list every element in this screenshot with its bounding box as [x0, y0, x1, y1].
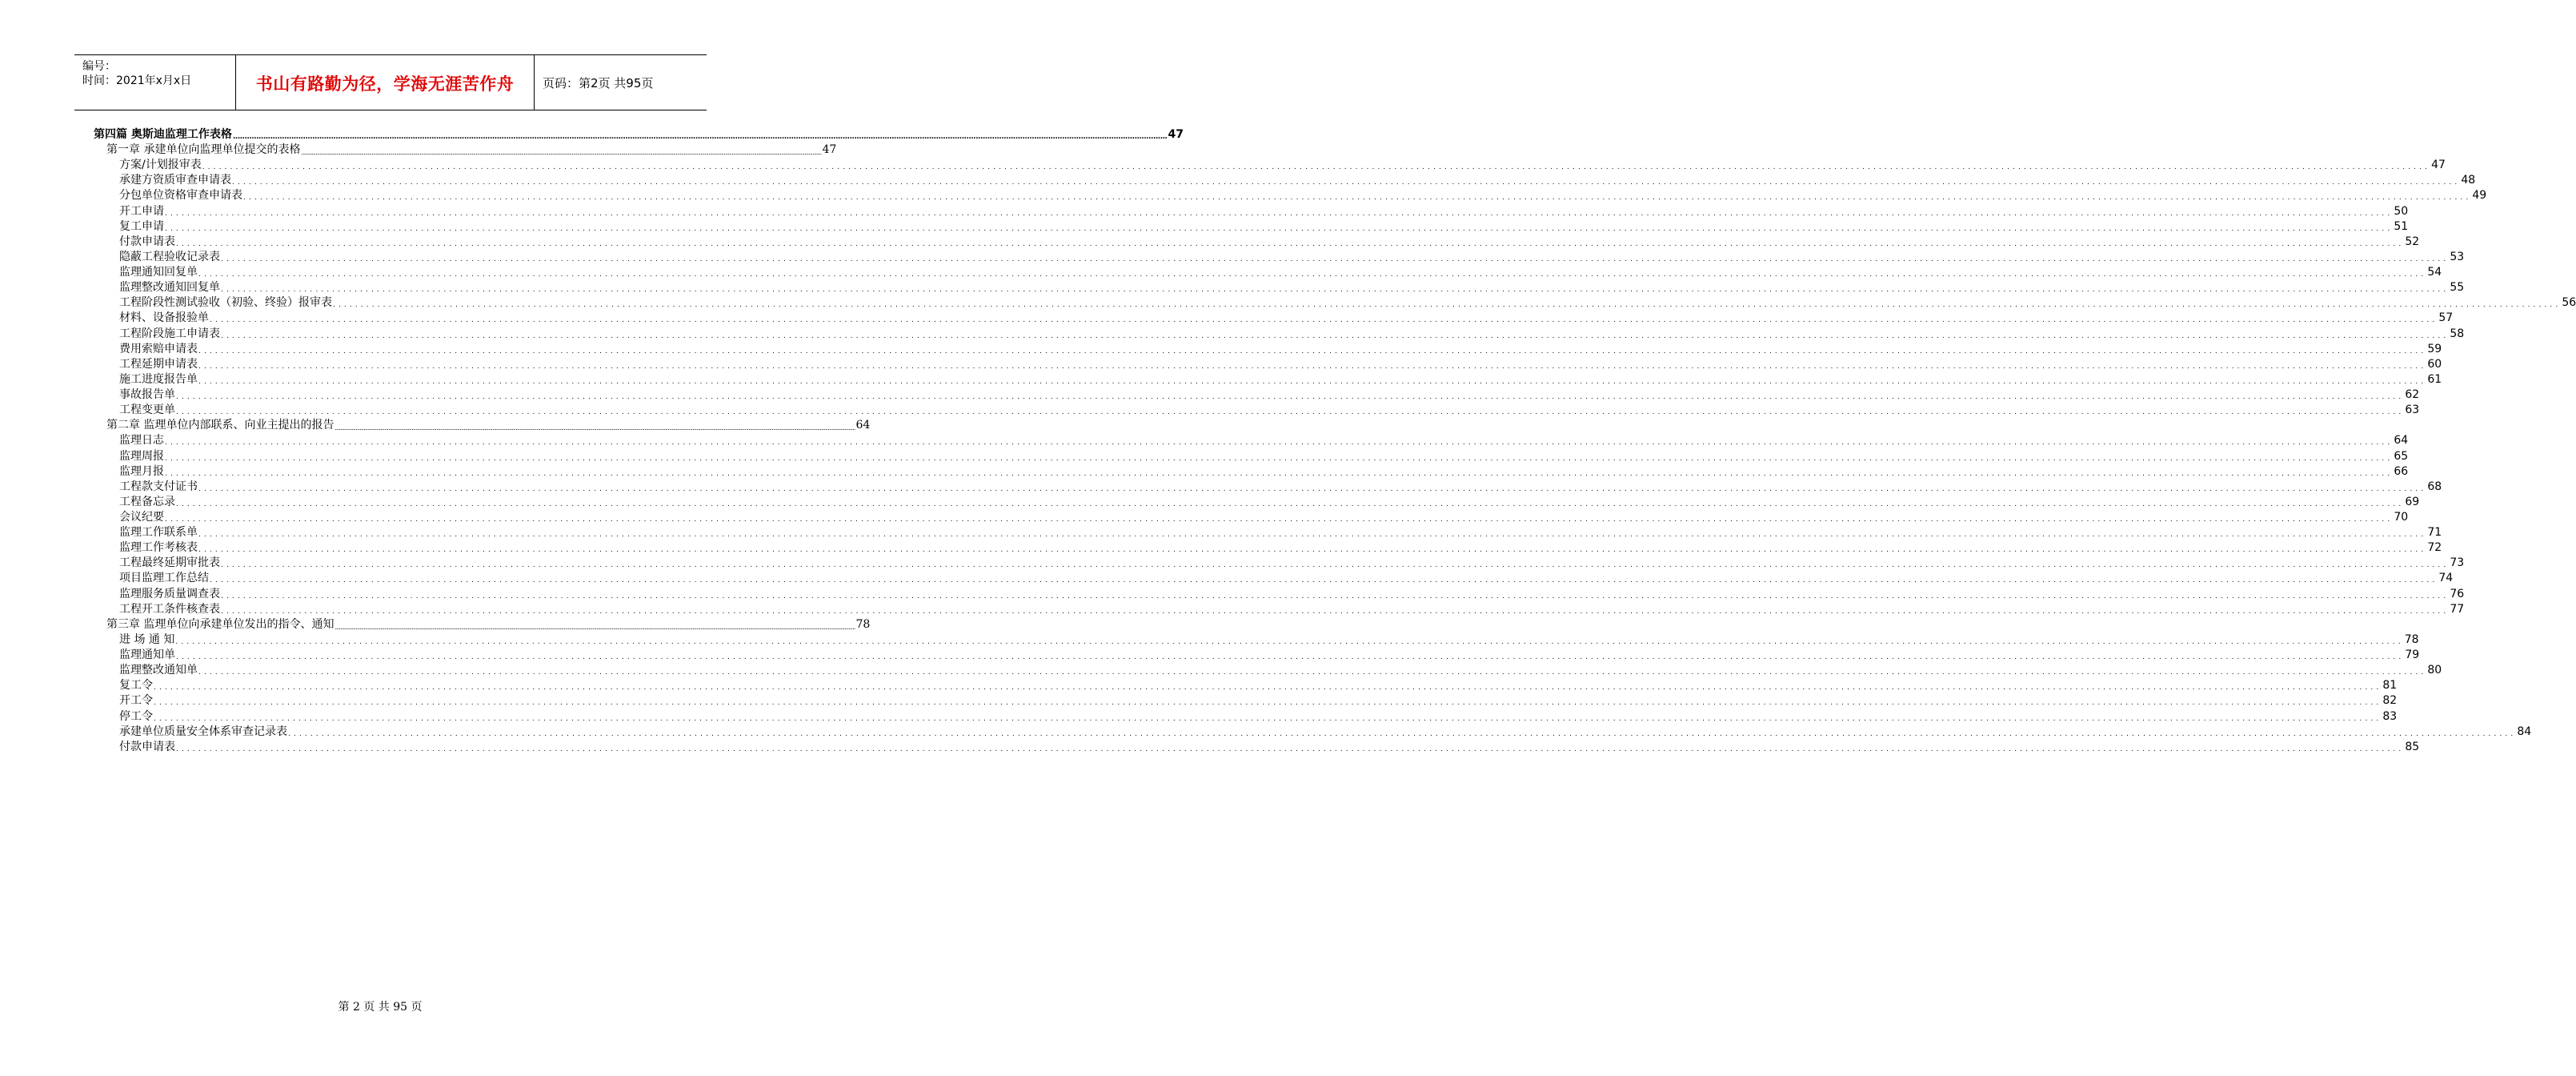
toc-dot-leader: ................................................................................................................................................................................................................................................................................................................................................................................................................ [154, 714, 2382, 723]
toc-entry-title: 进 场 通 知 [119, 632, 175, 646]
toc-dot-leader: ................................................................................................................................................................................................................................................................................................................................................................................................................ [198, 546, 2427, 555]
toc-entry-page-number: 47 [1168, 128, 1184, 141]
toc-entry-item[interactable] [119, 632, 2419, 647]
toc-dot-leader: ................................................................................................................................................................................................................................................................................................................................................................................................................ [210, 316, 2438, 325]
toc-dot-leader: ................................................................................................................................................................................................................................................................................................................................................................................................................ [198, 531, 2427, 540]
toc-entry-item[interactable] [119, 709, 2398, 724]
toc-entry-item[interactable] [119, 740, 2420, 754]
toc-entry-page-number: 71 [2427, 526, 2442, 540]
toc-dot-leader: ................................................................................................................................................................................................................................................................................................................................................................................................................ [198, 377, 2427, 386]
toc-dot-leader: ................................................................................................................................................................................................................................................................................................................................................................................................................ [176, 745, 2405, 753]
toc-dot-leader: ................................................................................................................................................................................................................................................................................................................................................................................................................ [202, 163, 2431, 172]
toc-entry-title: 开工申请 [119, 204, 164, 218]
toc-entry-page-number: 69 [2405, 495, 2420, 508]
document-number-label: 编号： [82, 60, 116, 73]
toc-entry-page-number: 49 [2472, 189, 2487, 203]
toc-entry-title: 监理日志 [119, 434, 164, 448]
toc-entry-title: 隐蔽工程验收记录表 [119, 250, 220, 263]
toc-entry-item[interactable] [119, 510, 2409, 524]
toc-entry-item[interactable] [119, 693, 2398, 708]
toc-entry-part[interactable] [94, 127, 1184, 142]
toc-entry-item[interactable] [119, 188, 2487, 203]
document-time-label: 时间：2021年x月x日 [82, 74, 192, 87]
toc-entry-title: 监理工作考核表 [119, 541, 198, 555]
toc-dot-leader: ................................................................................................................................................................................................................................................................................................................................................................................................................ [243, 194, 2472, 203]
toc-entry-title: 材料、设备报验单 [119, 311, 209, 325]
toc-entry-title: 监理整改通知单 [119, 664, 198, 677]
toc-dot-leader: ................................................................................................................................................................................................................................................................................................................................................................................................................ [198, 362, 2427, 371]
toc-entry-page-number: 57 [2438, 311, 2454, 325]
toc-dot-leader: ................................................................................................................................................................................................................................................................................................................................................................................................................ [176, 408, 2405, 417]
toc-entry-item[interactable] [119, 173, 2476, 187]
toc-entry-title: 监理周报 [119, 449, 164, 463]
toc-entry-item[interactable] [119, 433, 2409, 448]
toc-dot-leader: ................................................................................................................................................................................................................................................................................................................................................................................................................ [176, 393, 2405, 402]
toc-dot-leader: ................................................................................................................................................................................................................................................................................................................................................................................................................ [165, 516, 2394, 524]
toc-entry-item[interactable] [119, 219, 2409, 234]
toc-dot-leader: ................................................................................................................................................................................................................................................................................................................................................................................................................ [198, 271, 2427, 279]
toc-entry-title: 会议纪要 [119, 511, 164, 524]
toc-entry-item[interactable] [119, 235, 2420, 249]
toc-entry-page-number: 61 [2427, 372, 2442, 386]
toc-entry-page-number: 64 [2394, 434, 2409, 448]
toc-entry-item[interactable] [119, 525, 2442, 540]
toc-dot-leader: ................................................................................................................................................................................................................................................................................................................................................................................................................ [221, 331, 2450, 340]
toc-entry-page-number: 84 [2517, 725, 2532, 738]
toc-entry-page-number: 68 [2427, 480, 2442, 493]
toc-entry-title: 分包单位资格审查申请表 [119, 189, 242, 203]
toc-entry-page-number: 81 [2382, 679, 2398, 693]
toc-entry-item[interactable] [119, 678, 2398, 693]
toc-entry-chapter[interactable] [106, 418, 871, 432]
toc-entry-page-number: 53 [2450, 250, 2465, 263]
toc-dot-leader: ................................................................................................................................................................................................................................................................................................................................................................................................................ [176, 653, 2405, 662]
toc-entry-title: 监理通知回复单 [119, 266, 198, 279]
toc-dot-leader: ................................................................................................................................................................................................................................................................................................................................................................................................................ [198, 484, 2427, 493]
toc-entry-page-number: 64 [855, 419, 871, 432]
toc-entry-item[interactable] [119, 449, 2409, 464]
toc-entry-item[interactable] [119, 495, 2420, 509]
toc-dot-leader: ................................................................................................................................................................................................................................................................................................................................................................................................................ [198, 347, 2427, 355]
toc-entry-title: 工程变更单 [119, 404, 175, 417]
toc-entry-page-number: 47 [822, 143, 837, 157]
toc-entry-page-number: 51 [2394, 219, 2409, 233]
toc-dot-leader: ................................................................................................................................................................................................................................................................................................................................................................................................................ [221, 592, 2450, 600]
header-motto: 书山有路勤为径，学海无涯苦作舟 [255, 74, 515, 94]
toc-dot-leader: ................................................................................................................................................................................................................................................................................................................................................................................................................ [288, 729, 2517, 738]
toc-entry-page-number: 63 [2405, 404, 2420, 417]
toc-entry-page-number: 55 [2450, 281, 2465, 295]
toc-entry-page-number: 56 [2562, 296, 2576, 310]
toc-entry-title: 承建单位质量安全体系审查记录表 [119, 725, 287, 738]
toc-entry-title: 第二章 监理单位内部联系、向业主提出的报告 [106, 419, 335, 432]
toc-entry-page-number: 48 [2461, 174, 2476, 187]
toc-entry-title: 复工申请 [119, 219, 164, 233]
toc-entry-item[interactable] [119, 342, 2442, 356]
toc-entry-item[interactable] [119, 464, 2409, 479]
toc-entry-page-number: 85 [2405, 740, 2420, 753]
toc-entry-item[interactable] [119, 158, 2446, 172]
toc-dot-leader: ................................................................................................................................................................................................................................................................................................................................................................................................................ [210, 576, 2438, 585]
toc-entry-page-number: 50 [2394, 204, 2409, 218]
toc-entry-title: 项目监理工作总结 [119, 572, 209, 585]
toc-entry-page-number: 83 [2382, 709, 2398, 723]
toc-entry-page-number: 72 [2427, 541, 2442, 555]
toc-entry-title: 监理通知单 [119, 648, 175, 662]
toc-entry-page-number: 73 [2450, 556, 2465, 570]
toc-entry-chapter[interactable] [106, 143, 837, 157]
toc-entry-title: 工程最终延期审批表 [119, 556, 220, 570]
page-footer: 第 2 页 共 95 页 [338, 1001, 423, 1014]
toc-entry-title: 第三章 监理单位向承建单位发出的指令、通知 [106, 617, 335, 631]
toc-entry-title: 开工令 [119, 694, 153, 708]
toc-entry-page-number: 74 [2438, 572, 2454, 585]
toc-entry-item[interactable] [119, 250, 2465, 264]
toc-entry-title: 付款申请表 [119, 235, 175, 248]
toc-entry-title: 方案/计划报审表 [119, 159, 202, 172]
toc-entry-page-number: 66 [2394, 464, 2409, 478]
toc-entry-item[interactable] [119, 556, 2465, 570]
toc-dot-leader: ................................................................................................................................................................................................................................................................................................................................................................................................................ [165, 469, 2394, 478]
toc-entry-item[interactable] [119, 372, 2442, 387]
toc-entry-item[interactable] [119, 403, 2420, 417]
toc-dot-leader: ................................................................................................................................................................................................................................................................................................................................................................................................................ [335, 624, 855, 631]
toc-entry-item[interactable] [119, 571, 2454, 585]
toc-dot-leader: ................................................................................................................................................................................................................................................................................................................................................................................................................ [165, 224, 2394, 233]
toc-dot-leader: ................................................................................................................................................................................................................................................................................................................................................................................................................ [198, 668, 2427, 677]
toc-entry-title: 复工令 [119, 679, 153, 693]
header-page-info: 页码：第2页 共95页 [543, 76, 654, 90]
toc-entry-page-number: 78 [2404, 632, 2419, 646]
toc-entry-page-number: 78 [855, 617, 871, 631]
toc-dot-leader: ................................................................................................................................................................................................................................................................................................................................................................................................................ [335, 425, 855, 432]
toc-entry-item[interactable] [119, 204, 2409, 219]
toc-entry-item[interactable] [119, 280, 2465, 295]
toc-entry-title: 监理工作联系单 [119, 526, 198, 540]
toc-dot-leader: ................................................................................................................................................................................................................................................................................................................................................................................................................ [232, 179, 2461, 187]
toc-dot-leader: ................................................................................................................................................................................................................................................................................................................................................................................................................ [301, 150, 822, 157]
toc-dot-leader: ................................................................................................................................................................................................................................................................................................................................................................................................................ [154, 684, 2382, 693]
toc-entry-page-number: 70 [2394, 511, 2409, 524]
toc-entry-page-number: 52 [2405, 235, 2420, 248]
toc-entry-title: 停工令 [119, 709, 153, 723]
toc-entry-title: 工程款支付证书 [119, 480, 198, 493]
toc-entry-chapter[interactable] [106, 617, 871, 632]
toc-dot-leader: ................................................................................................................................................................................................................................................................................................................................................................................................................ [221, 561, 2450, 570]
toc-entry-item[interactable] [119, 663, 2442, 677]
toc-entry-title: 第四篇 奥斯迪监理工作表格 [94, 128, 232, 141]
toc-entry-title: 承建方资质审查申请表 [119, 174, 231, 187]
toc-entry-item[interactable] [119, 265, 2442, 279]
toc-entry-page-number: 76 [2450, 587, 2465, 600]
toc-entry-title: 工程阶段施工申请表 [119, 327, 220, 340]
toc-entry-page-number: 79 [2405, 648, 2420, 662]
toc-entry-title: 施工进度报告单 [119, 372, 198, 386]
toc-dot-leader: ................................................................................................................................................................................................................................................................................................................................................................................................................ [154, 699, 2382, 708]
toc-dot-leader: ................................................................................................................................................................................................................................................................................................................................................................................................................ [175, 637, 2404, 646]
toc-entry-item[interactable] [119, 387, 2420, 402]
toc-entry-item[interactable] [119, 602, 2465, 616]
toc-entry-title: 工程开工条件核查表 [119, 602, 220, 616]
toc-entry-page-number: 82 [2382, 694, 2398, 708]
toc-dot-leader: ................................................................................................................................................................................................................................................................................................................................................................................................................ [221, 607, 2450, 616]
toc-entry-page-number: 47 [2431, 159, 2446, 172]
toc-entry-title: 监理月报 [119, 464, 164, 478]
toc-entry-item[interactable] [119, 540, 2442, 555]
toc-entry-title: 第一章 承建单位向监理单位提交的表格 [106, 143, 301, 157]
toc-dot-leader: ................................................................................................................................................................................................................................................................................................................................................................................................................ [221, 286, 2450, 295]
toc-entry-page-number: 80 [2427, 664, 2442, 677]
toc-entry-page-number: 62 [2405, 388, 2420, 402]
toc-entry-page-number: 58 [2450, 327, 2465, 340]
toc-entry-title: 付款申请表 [119, 740, 175, 753]
toc-entry-item[interactable] [119, 480, 2442, 494]
toc-entry-page-number: 60 [2427, 357, 2442, 371]
toc-entry-page-number: 59 [2427, 342, 2442, 355]
toc-entry-title: 工程延期申请表 [119, 357, 198, 371]
toc-dot-leader: ................................................................................................................................................................................................................................................................................................................................................................................................................ [165, 209, 2394, 218]
toc-entry-page-number: 54 [2427, 266, 2442, 279]
toc-entry-item[interactable] [119, 295, 2576, 310]
toc-dot-leader: ................................................................................................................................................................................................................................................................................................................................................................................................................ [165, 439, 2394, 448]
toc-entry-page-number: 65 [2394, 449, 2409, 463]
toc-entry-item[interactable] [119, 648, 2420, 662]
toc-entry-item[interactable] [119, 587, 2465, 601]
toc-entry-item[interactable] [119, 311, 2454, 325]
toc-dot-leader: ................................................................................................................................................................................................................................................................................................................................................................................................................ [176, 239, 2405, 248]
toc-entry-title: 事故报告单 [119, 388, 175, 402]
toc-dot-leader: ................................................................................................................................................................................................................................................................................................................................................................................................................ [165, 454, 2394, 463]
toc-entry-item[interactable] [119, 357, 2442, 371]
toc-dot-leader: ................................................................................................................................................................................................................................................................................................................................................................................................................ [176, 500, 2405, 508]
toc-entry-title: 费用索赔申请表 [119, 342, 198, 355]
toc-entry-title: 监理整改通知回复单 [119, 281, 220, 295]
toc-entry-title: 监理服务质量调查表 [119, 587, 220, 600]
toc-entry-item[interactable] [119, 725, 2532, 739]
toc-dot-leader: ................................................................................................................................................................................................................................................................................................................................................................................................................ [333, 301, 2562, 310]
toc-entry-item[interactable] [119, 327, 2465, 341]
toc-entry-title: 工程阶段性测试验收（初验、终验）报审表 [119, 296, 332, 310]
toc-entry-page-number: 77 [2450, 602, 2465, 616]
toc-dot-leader: ................................................................................................................................................................................................................................................................................................................................................................................................................ [232, 133, 1168, 141]
toc-dot-leader: ................................................................................................................................................................................................................................................................................................................................................................................................................ [221, 255, 2450, 263]
toc-entry-title: 工程备忘录 [119, 495, 175, 508]
